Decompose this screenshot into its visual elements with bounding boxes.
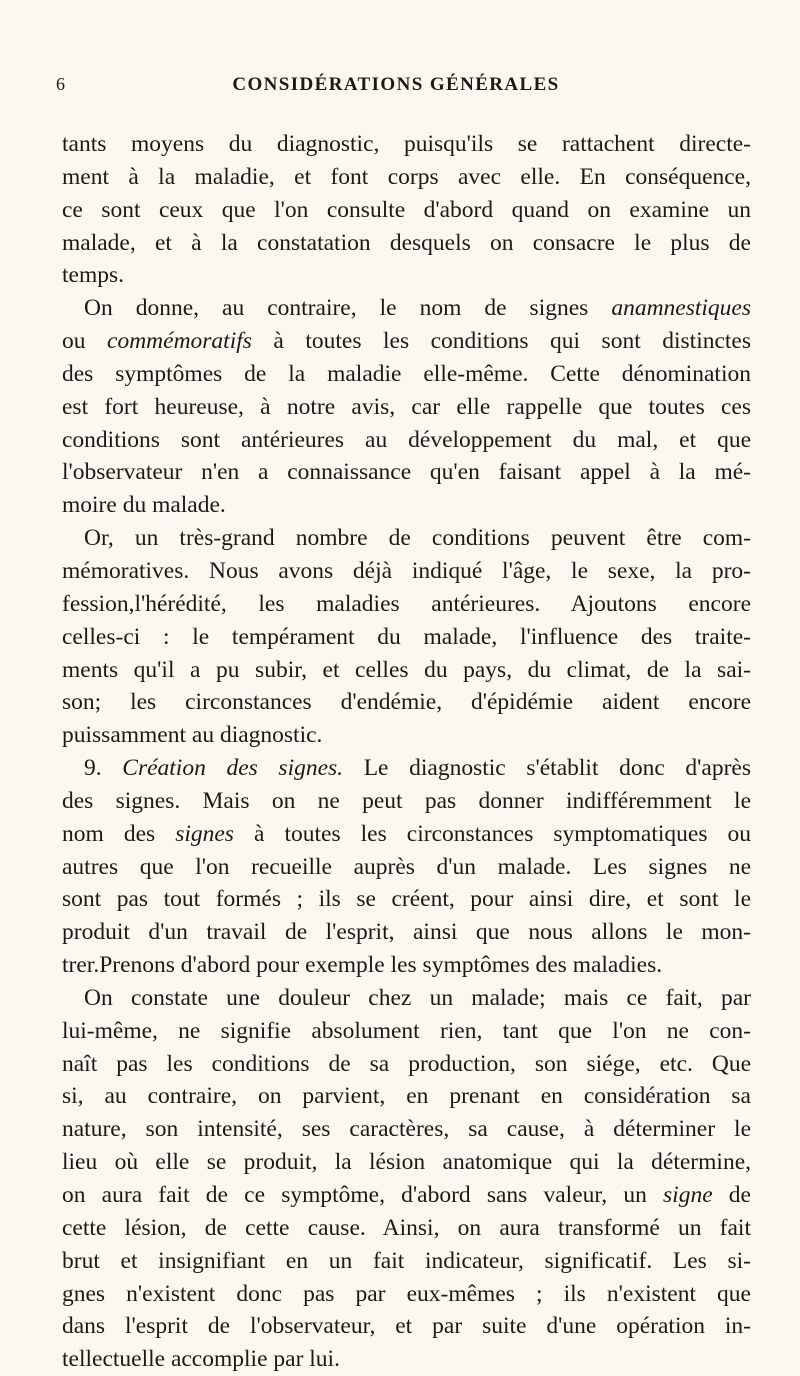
page-number: 6	[56, 74, 66, 94]
text-line	[62, 1015, 751, 1048]
italic-term: signe	[663, 1182, 713, 1208]
text-line	[62, 424, 751, 457]
text-line	[62, 1278, 751, 1311]
text-segment: On donne, au contraire, le nom de signes	[84, 295, 612, 322]
text-segment: conditions sont antérieures au développement du mal, et que	[62, 426, 751, 453]
text-line	[62, 686, 751, 719]
body-text	[62, 128, 751, 1376]
text-segment: malade, et à la constatation desquels on consacre le plus de	[62, 229, 751, 256]
text-line	[62, 1048, 751, 1081]
text-line	[62, 916, 751, 949]
text-line	[62, 489, 751, 522]
text-segment: son; les circonstances d'endémie, d'épidémie aident encore	[62, 689, 751, 716]
paragraph	[62, 522, 751, 752]
text-segment: temps.	[62, 262, 125, 289]
text-segment: moire du malade.	[62, 492, 226, 519]
text-line	[62, 982, 751, 1015]
text-line	[62, 161, 751, 194]
text-segment: ments qu'il a pu subir, et celles du pays, du climat, de la sai-	[62, 656, 751, 683]
text-segment: sont pas tout formés ; ils se créent, pour ainsi dire, et sont le	[62, 886, 751, 913]
text-segment: fession,l'hérédité, les maladies antérieures. Ajoutons encore	[62, 590, 751, 617]
text-line	[62, 1146, 751, 1179]
text-line	[62, 227, 751, 260]
italic-term: anamnestiques	[611, 295, 751, 322]
text-segment: trer.Prenons d'abord pour exemple les symptômes des maladies.	[62, 952, 663, 979]
text-line	[62, 325, 751, 358]
italic-term: Création des signes.	[122, 755, 344, 782]
text-line	[62, 785, 751, 818]
text-line	[62, 654, 751, 687]
text-segment: cette lésion, de cette cause. Ainsi, on aura transformé un fait	[62, 1214, 751, 1241]
text-line	[62, 555, 751, 588]
text-segment: à toutes les circonstances symptomatiques ou	[233, 820, 752, 847]
text-line	[62, 1343, 751, 1376]
paragraph	[62, 128, 751, 292]
text-line	[62, 358, 751, 391]
text-line	[62, 1179, 751, 1212]
text-line	[62, 1245, 751, 1278]
text-segment: produit d'un travail de l'esprit, ainsi que nous allons le mon-	[62, 919, 751, 946]
text-line	[62, 883, 751, 916]
text-segment: Or, un très-grand nombre de conditions peuvent être com-	[84, 525, 751, 552]
text-line	[62, 818, 751, 851]
text-line	[62, 752, 751, 785]
text-line	[62, 851, 751, 884]
text-segment: on aura fait de ce symptôme, d'abord sans valeur, un	[62, 1182, 664, 1208]
text-segment: brut et insignifiant en un fait indicateur, significatif. Les si-	[62, 1247, 751, 1274]
text-line	[62, 1113, 751, 1146]
text-line	[62, 456, 751, 489]
text-segment: tellectuelle accomplie par lui.	[62, 1346, 340, 1373]
text-segment: autres que l'on recueille auprès d'un malade. Les signes ne	[62, 853, 751, 880]
text-line	[62, 259, 751, 292]
paragraph	[62, 982, 751, 1376]
paragraph	[62, 292, 751, 522]
running-head-title: CONSIDÉRATIONS GÉNÉRALES	[232, 74, 560, 95]
text-segment: nom des	[62, 820, 176, 847]
text-line	[62, 1080, 751, 1113]
text-segment: naît pas les conditions de sa production, son siége, etc. Que	[62, 1050, 751, 1077]
text-segment: à toutes les conditions qui sont distinctes	[251, 328, 752, 355]
text-segment: puissamment au diagnostic.	[62, 722, 323, 749]
text-segment: nature, son intensité, ses caractères, sa cause, à déterminer le	[62, 1116, 751, 1143]
paragraph	[62, 752, 751, 982]
text-segment: ment à la maladie, et font corps avec elle. En conséquence,	[62, 163, 751, 190]
text-segment: si, au contraire, on parvient, en prenant en considération sa	[62, 1083, 751, 1110]
text-line	[62, 1212, 751, 1245]
text-line	[62, 391, 751, 424]
text-line	[62, 949, 751, 982]
running-head	[56, 74, 736, 100]
text-line	[62, 1310, 751, 1343]
text-line	[62, 719, 751, 752]
text-segment: ou	[62, 328, 108, 355]
text-segment: des symptômes de la maladie elle-même. Cette dénomination	[62, 360, 751, 387]
text-line	[62, 194, 751, 227]
text-line	[62, 292, 751, 325]
text-segment: lieu où elle se produit, la lésion anatomique qui la détermine,	[62, 1149, 751, 1176]
text-line	[62, 621, 751, 654]
text-line	[62, 128, 751, 161]
italic-term: signes	[175, 820, 234, 847]
text-segment: On constate une douleur chez un malade; mais ce fait, par	[84, 984, 751, 1011]
text-segment: mémoratives. Nous avons déjà indiqué l'âge, le sexe, la pro-	[62, 557, 751, 584]
italic-term: commémoratifs	[107, 328, 252, 355]
text-segment: gnes n'existent donc pas par eux-mêmes ; ils n'existent que	[62, 1280, 751, 1307]
text-segment: est fort heureuse, à notre avis, car elle rappelle que toutes ces	[62, 393, 751, 420]
text-segment: l'observateur n'en a connaissance qu'en faisant appel à la mé-	[62, 459, 751, 486]
text-line	[62, 522, 751, 555]
text-segment: celles-ci : le tempérament du malade, l'influence des traite-	[62, 623, 751, 650]
text-segment: dans l'esprit de l'observateur, et par suite d'une opération in-	[62, 1313, 751, 1340]
text-segment: Le diagnostic s'établit donc d'après	[343, 755, 751, 782]
text-segment: 9.	[84, 755, 123, 782]
text-segment: lui-même, ne signifie absolument rien, tant que l'on ne con-	[62, 1017, 751, 1044]
text-line	[62, 588, 751, 621]
text-segment: ce sont ceux que l'on consulte d'abord quand on examine un	[62, 196, 751, 223]
text-segment: des signes. Mais on ne peut pas donner indifféremment le	[62, 787, 751, 814]
text-segment: tants moyens du diagnostic, puisqu'ils se rattachent directe-	[62, 131, 751, 157]
text-segment: de	[712, 1182, 751, 1208]
